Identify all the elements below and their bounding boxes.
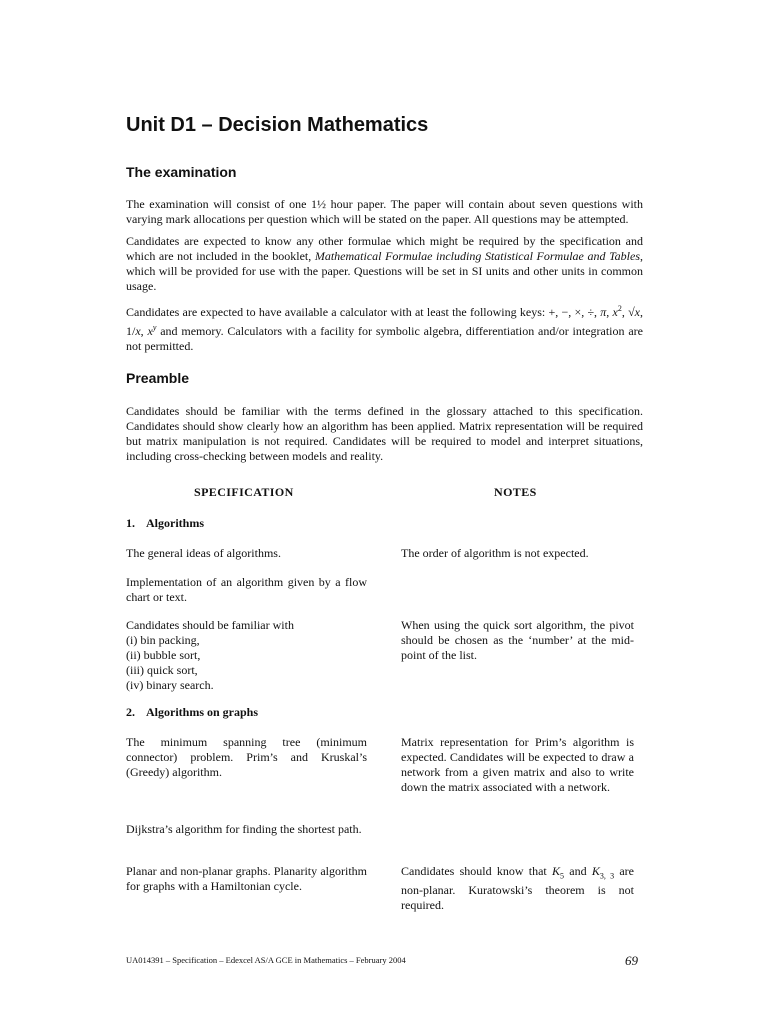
footer-text: UA014391 – Specification – Edexcel AS/A GCE in Mathematics – February 2004: [126, 955, 406, 965]
examination-heading: The examination: [126, 164, 237, 180]
section-1-row-1-note: The order of algorithm is not expected.: [401, 546, 589, 560]
specification-column-heading: SPECIFICATION: [194, 485, 294, 499]
section-1-row-1-spec: The general ideas of algorithms.: [126, 546, 281, 560]
notes-column-heading: NOTES: [494, 485, 537, 499]
section-1-heading: 1. Algorithms: [126, 516, 204, 530]
section-1-row-3-note: When using the quick sort algorithm, the pivot should be chosen as the ‘number’ at the mid-point of the list.: [401, 618, 634, 662]
examination-section: [126, 197, 643, 361]
preamble-heading: Preamble: [126, 370, 190, 386]
section-2-heading: 2. Algorithms on graphs: [126, 705, 259, 719]
preamble-text: Candidates should be familiar with the terms defined in the glossary attached to this specification. Candidates should show clearly how an algorithm has been applied. Matrix representation will be required but matrix manipulation is not required. Candidates will be required to model and interpret situations, including cross-checking between models and reality.: [126, 404, 643, 463]
examination-paragraph-3: Candidates are expected to have available a calculator with at least the following keys: +, −, ×, ÷, π, $x^2$, √x, 1/x, $x^y$ and memory. Calculators with a facility for symbolic algebra, differentiation and/or integration are not permitted.: [126, 304, 643, 353]
section-2-row-3-spec: Planar and non-planar graphs. Planarity algorithm for graphs with a Hamiltonian cycle.: [126, 864, 367, 893]
page-title: Unit D1 – Decision Mathematics: [126, 114, 429, 136]
section-2-row-3-note: Candidates should know that $K_5$ and $K_{3, 3}$ are non-planar. Kuratowski’s theorem is not required.: [401, 864, 634, 913]
examination-paragraph-2: Candidates are expected to know any other formulae which might be required by the specification and which are not included in the booklet, Mathematical Formulae including Statistical Formulae and Tables, which will be provided for use with the paper. Questions will be set in SI units and other units in common usage.: [126, 234, 643, 293]
examination-paragraph-1: The examination will consist of one 1½ hour paper. The paper will contain about seven questions with varying mark allocations per question which will be stated on the paper. All questions may be attempted.: [126, 197, 643, 226]
section-2-row-1-note: Matrix representation for Prim’s algorithm is expected. Candidates will be expected to draw a network from a given matrix and also to write down the matrix associated with a network.: [401, 735, 634, 794]
page-number: 69: [625, 953, 638, 968]
section-1-row-3-spec: Candidates should be familiar with (i) bin packing, (ii) bubble sort, (iii) quick sort, (iv) binary search.: [126, 618, 294, 692]
section-2-row-1-spec: The minimum spanning tree (minimum connector) problem. Prim’s and Kruskal’s (Greedy) algorithm.: [126, 735, 367, 779]
section-2-row-2-spec: Dijkstra’s algorithm for finding the shortest path.: [126, 822, 362, 836]
section-1-row-2-spec: Implementation of an algorithm given by a flow chart or text.: [126, 575, 367, 604]
